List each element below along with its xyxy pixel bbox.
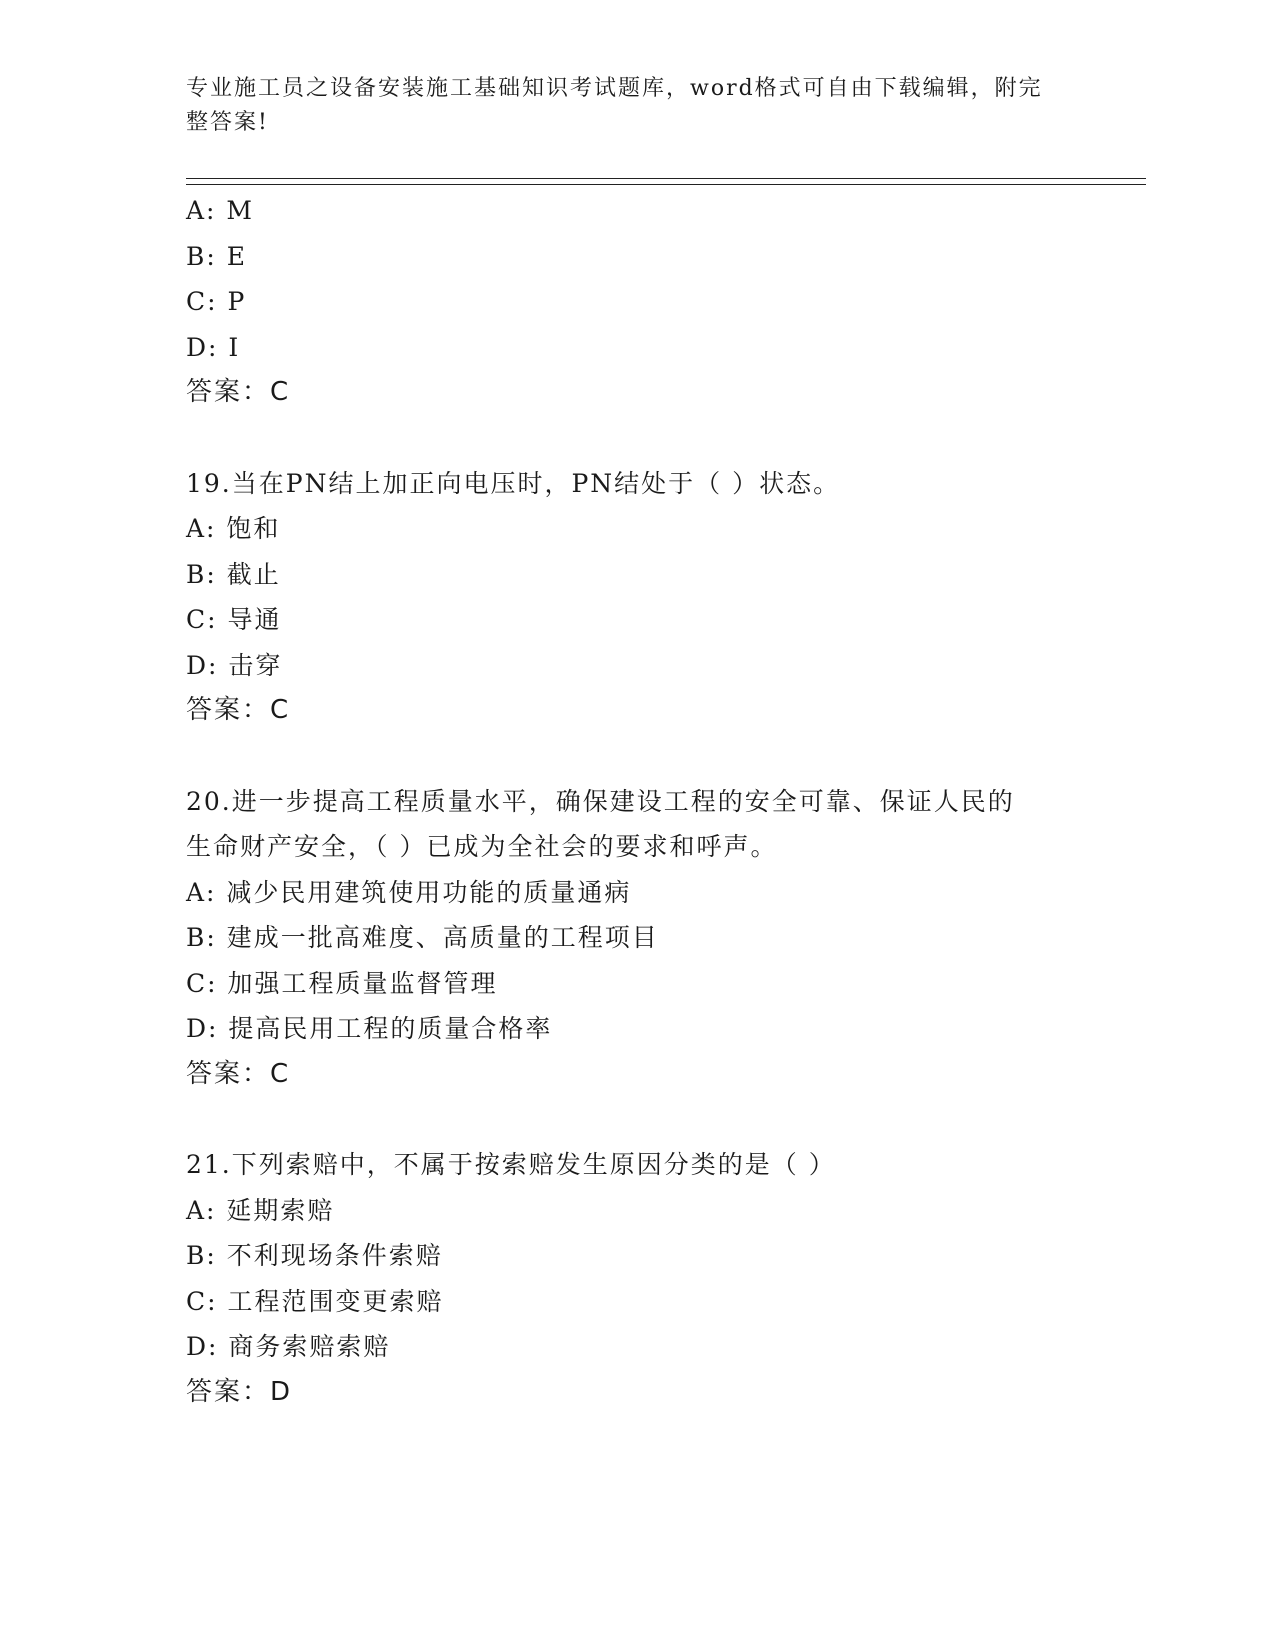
answer-line: 答案：C [186,1058,291,1089]
question-stem: 19.当在PN结上加正向电压时，PN结处于（ ）状态。 [186,468,841,498]
question-spacer [186,1097,1146,1142]
option-c: C: 工程范围变更索赔 [186,1286,444,1316]
option-a: A: M [186,196,255,225]
option-a: A: 延期索赔 [186,1195,335,1225]
option-b: B: 截止 [186,559,281,589]
answer-line: 答案：C [186,377,291,407]
answer-line: 答案：D [186,1376,293,1407]
option-c: C: P [186,287,247,316]
question-20 [186,779,1146,1098]
header-divider [186,178,1146,185]
question-spacer [186,734,1146,779]
option-d: D: 提高民用工程的质量合格率 [186,1014,553,1043]
option-b: B: 建成一批高难度、高质量的工程项目 [186,923,659,952]
question-stem: 21.下列索赔中，不属于按索赔发生原因分类的是（ ） [186,1150,836,1179]
answer-line: 答案：C [186,695,291,725]
option-c: C: 导通 [186,605,282,634]
document-header [186,72,1066,140]
question-spacer [186,416,1146,461]
header-line-2: 整答案! [186,110,269,135]
question-21 [186,1142,1146,1415]
question-stem-line-1: 20.进一步提高工程质量水平，确保建设工程的安全可靠、保证人民的 [186,786,1015,816]
question-18 [186,188,1146,416]
option-c: C: 加强工程质量监督管理 [186,968,498,998]
question-list [186,188,1146,1415]
option-b: B: 不利现场条件索赔 [186,1241,443,1270]
question-stem-line-2: 生命财产安全，（ ）已成为全社会的要求和呼声。 [186,832,778,861]
option-a: A: 减少民用建筑使用功能的质量通病 [186,877,632,907]
option-d: D: I [186,332,241,362]
option-d: D: 商务索赔索赔 [186,1332,391,1361]
option-d: D: 击穿 [186,650,283,680]
option-a: A: 饱和 [186,514,281,543]
option-b: B: E [186,241,247,271]
question-19 [186,461,1146,734]
header-line-1: 专业施工员之设备安装施工基础知识考试题库，word格式可自由下载编辑，附完 [186,76,1043,101]
